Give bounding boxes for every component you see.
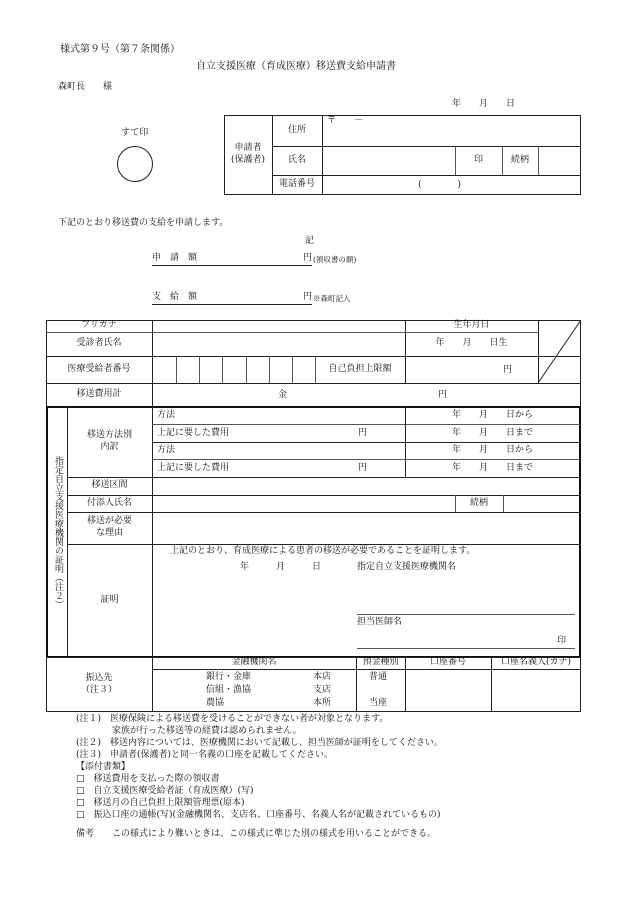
total-yen: 円: [438, 390, 448, 400]
branch-type-3[interactable]: 本所: [313, 698, 332, 708]
method-1-label: 方法: [157, 410, 176, 420]
deposit-type-header: 預金種別: [362, 657, 399, 668]
section-label: 移送区間: [91, 480, 128, 491]
method-2-label: 方法: [157, 445, 176, 455]
copay-yen: 円: [503, 365, 513, 375]
note-3: (注３) 申請者(保護者)と同一名義の口座を記載してください。: [76, 750, 334, 760]
claim-unit: 円: [303, 253, 313, 263]
account-number-header: 口座番号: [429, 657, 466, 668]
patient-name-label: 受診者氏名: [76, 338, 122, 349]
phone-label: 電話番号: [278, 179, 315, 190]
account-holder-header: 口座名義人(カナ): [500, 657, 572, 668]
period-1-to[interactable]: 年 月 日まで: [452, 428, 534, 438]
attachment-3[interactable]: □ 移送月の自己負担上限額管理票(原本): [76, 798, 245, 808]
stamp-note: すて印: [121, 128, 149, 138]
doctor-seal: 印: [557, 636, 567, 646]
bank-label: 振込先 （注３）: [80, 672, 117, 695]
pay-note: ※森町記入: [313, 294, 351, 303]
total-kin: 金: [278, 390, 288, 400]
cost-2-label: 上記に要した費用: [157, 463, 230, 473]
pay-unit: 円: [303, 292, 313, 302]
proof-date[interactable]: 年 月 日: [240, 562, 322, 572]
period-1-from[interactable]: 年 月 日から: [452, 410, 534, 420]
institution-header: 金融機関名: [231, 657, 277, 668]
cost-2-yen: 円: [358, 463, 368, 473]
name-label: 氏名: [287, 154, 306, 165]
bank-type-2[interactable]: 信組・漁協: [206, 685, 252, 695]
period-2-to[interactable]: 年 月 日まで: [452, 463, 534, 473]
institution-label: 指定自立支援医療機関名: [357, 562, 457, 572]
deposit-type-ordinary[interactable]: 普通: [369, 672, 388, 682]
proof-label: 証明: [100, 594, 119, 605]
addressee: 森町長 様: [58, 82, 113, 92]
applicant-group-label: 申請者 (保護者): [230, 143, 266, 165]
doctor-label: 担当医師名: [357, 617, 403, 627]
dob-label: 生年月日: [453, 320, 490, 331]
attachments-title: 【添付書類】: [76, 762, 131, 772]
attachment-1[interactable]: □ 移送費用を支払った際の領収書: [76, 774, 220, 784]
period-2-from[interactable]: 年 月 日から: [452, 445, 534, 455]
dob-value[interactable]: 年 月 日生: [435, 338, 508, 349]
phone-field[interactable]: ( ): [418, 180, 462, 190]
address-label: 住所: [287, 124, 306, 135]
cost-1-yen: 円: [358, 428, 368, 438]
breakdown-label: 移送方法別 内訳: [86, 430, 132, 452]
ki-mark: 記: [305, 236, 315, 246]
stamp-circle[interactable]: [117, 146, 153, 182]
note-1: (注１) 医療保険による移送費を受けることができない者が対象となります。: [76, 714, 389, 724]
remarks: 備考 この様式により難いときは、この様式に準じた別の様式を用いることができる。: [76, 829, 437, 839]
request-statement: 下記のとおり移送費の支給を申請します。: [58, 218, 229, 228]
note-1b: 家族が行った移送等の経費は認められません。: [76, 726, 302, 736]
cost-1-label: 上記に要した費用: [157, 428, 230, 438]
bank-type-3[interactable]: 農協: [206, 698, 225, 708]
branch-type-2[interactable]: 支店: [313, 685, 332, 695]
deposit-type-current[interactable]: 当座: [369, 698, 388, 708]
furigana-label: フリガナ: [81, 320, 117, 331]
date-line[interactable]: 年 月 日: [452, 99, 516, 109]
branch-type-1[interactable]: 本店: [313, 672, 332, 682]
address-field[interactable]: 〒 －: [327, 116, 364, 126]
attendant-label: 付添人氏名: [86, 497, 132, 508]
seal-mark: 印: [473, 154, 483, 165]
cert-number-label: 医療受給者番号: [67, 363, 131, 374]
relation-label: 続柄: [510, 154, 529, 165]
cert-side-label: 指定自立支援医療機関の証明（注２）: [52, 455, 63, 609]
copay-limit-label: 自己負担上限額: [328, 363, 392, 374]
claim-note: (領収書の額): [313, 255, 357, 264]
form-number: 様式第９号（第７条関係）: [60, 44, 180, 55]
diagonal-line: [538, 320, 581, 383]
attachment-2[interactable]: □ 自立支援医療受給者証（育成医療）(写): [76, 786, 254, 796]
claim-label: 申 請 額: [152, 253, 198, 263]
proof-text: 上記のとおり、育成医療による患者の移送が必要であることを証明します。: [170, 546, 476, 556]
form-title: 自立支援医療（育成医療）移送費支給申請書: [196, 61, 396, 72]
attendant-relation-label: 続柄: [469, 497, 488, 508]
attachment-4[interactable]: □ 振込口座の通帳(写)(金融機関名、支店名、口座番号、名義人名が記載されているもの): [76, 810, 441, 820]
reason-label: 移送が必要 な理由: [86, 516, 132, 538]
bank-type-1[interactable]: 銀行・金庫: [206, 672, 252, 682]
pay-label: 支 給 額: [152, 292, 198, 302]
note-2: (注２) 移送内容については、医療機関において記載し、担当医師が証明をしてください。: [76, 738, 443, 748]
total-label: 移送費用計: [76, 389, 122, 400]
